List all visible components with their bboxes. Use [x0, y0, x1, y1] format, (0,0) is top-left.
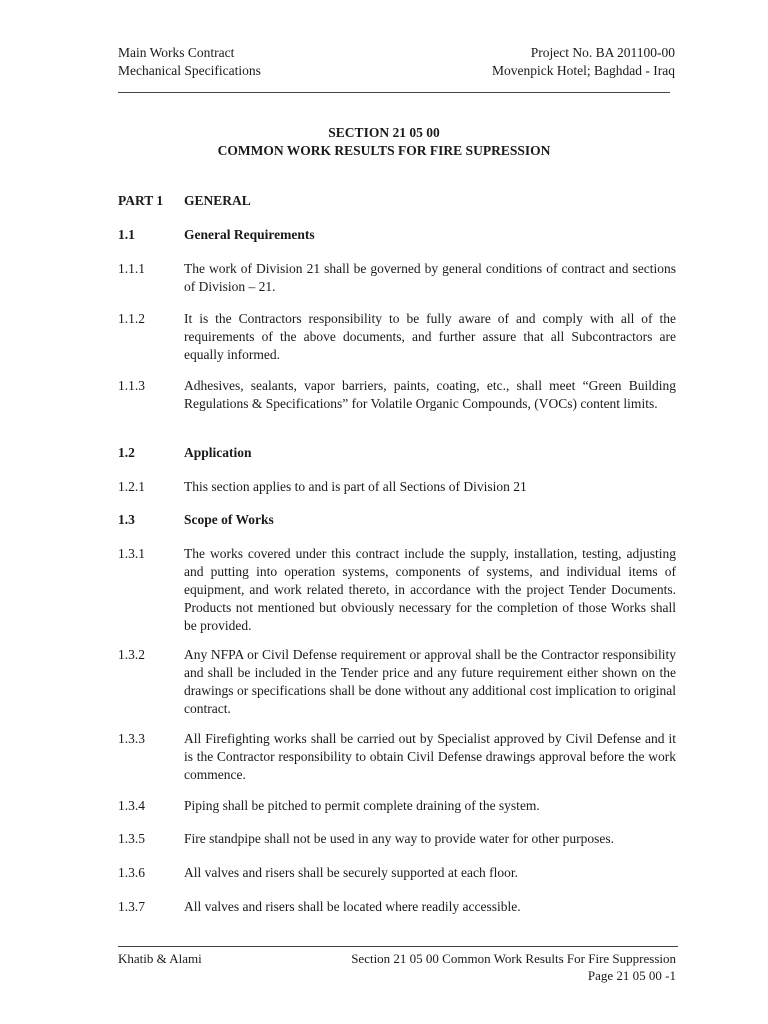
item-paragraph: Fire standpipe shall not be used in any way to provide water for other purposes.: [184, 831, 615, 846]
item-number: 1.1.2: [118, 311, 145, 326]
subsection-heading: Scope of Works: [184, 512, 274, 527]
footer-section-title: Section 21 05 00 Common Work Results For Fire Suppression: [351, 951, 676, 966]
part-number: PART 1: [118, 193, 164, 208]
footer-divider: [118, 946, 678, 947]
item-paragraph: All valves and risers shall be securely supported at each floor.: [184, 865, 519, 880]
header-location: Movenpick Hotel; Baghdad - Iraq: [492, 63, 675, 78]
item-number: 1.3.2: [118, 647, 145, 662]
header-contract: Main Works Contract: [118, 45, 235, 60]
item-number: 1.3.5: [118, 831, 145, 846]
item-paragraph: The work of Division 21 shall be governed by general conditions of contract and sections of Division – 21.: [184, 261, 676, 294]
part-title: GENERAL: [184, 193, 251, 208]
item-paragraph: All valves and risers shall be located where readily accessible.: [184, 899, 521, 914]
footer-company: Khatib & Alami: [118, 951, 202, 966]
item-paragraph: This section applies to and is part of all Sections of Division 21: [184, 479, 527, 494]
item-number: 1.3: [118, 512, 135, 527]
header-spec-type: Mechanical Specifications: [118, 63, 261, 78]
item-number: 1.1: [118, 227, 135, 242]
item-paragraph: Adhesives, sealants, vapor barriers, paints, coating, etc., shall meet “Green Building Regulations & Specifications” for Volatile Organic Compounds, (VOCs) content limits.: [184, 378, 676, 411]
item-number: 1.3.3: [118, 731, 145, 746]
item-number: 1.3.1: [118, 546, 145, 561]
item-paragraph: Piping shall be pitched to permit complete draining of the system.: [184, 798, 540, 813]
item-number: 1.1.3: [118, 378, 145, 393]
header-divider: [118, 92, 670, 93]
subsection-heading: Application: [184, 445, 252, 460]
header-project-no: Project No. BA 201100-00: [530, 45, 675, 60]
item-paragraph: Any NFPA or Civil Defense requirement or approval shall be the Contractor responsibility and shall be included in the Tender price and any future requirement either shown on the drawings or specifications shall be done without any additional cost implication to original contract.: [184, 647, 676, 716]
footer-right: [351, 950, 676, 984]
item-number: 1.2: [118, 445, 135, 460]
footer-page-number: Page 21 05 00 -1: [587, 968, 676, 983]
header-left: [118, 44, 261, 80]
section-number: SECTION 21 05 00: [328, 125, 440, 140]
section-name: COMMON WORK RESULTS FOR FIRE SUPRESSION: [217, 143, 551, 158]
item-number: 1.3.4: [118, 798, 145, 813]
header-right: [492, 44, 675, 80]
subsection-heading: General Requirements: [184, 227, 315, 242]
item-number: 1.1.1: [118, 261, 145, 276]
section-title: [0, 124, 768, 160]
item-paragraph: It is the Contractors responsibility to be fully aware of and comply with all of the requirements of the above documents, and further assure that all Subcontractors are equally informed.: [184, 311, 676, 362]
item-number: 1.2.1: [118, 479, 145, 494]
item-number: 1.3.6: [118, 865, 145, 880]
item-paragraph: The works covered under this contract include the supply, installation, testing, adjusting and putting into operation systems, components of systems, and individual items of equipment, and work related thereto, in accordance with the project Tender Documents. Products not mentioned but obviously necessary for the completion of those Works shall be provided.: [184, 546, 676, 633]
item-number: 1.3.7: [118, 899, 145, 914]
item-paragraph: All Firefighting works shall be carried out by Specialist approved by Civil Defense and it is the Contractor responsibility to obtain Civil Defense drawings approval before the work commence.: [184, 731, 676, 782]
